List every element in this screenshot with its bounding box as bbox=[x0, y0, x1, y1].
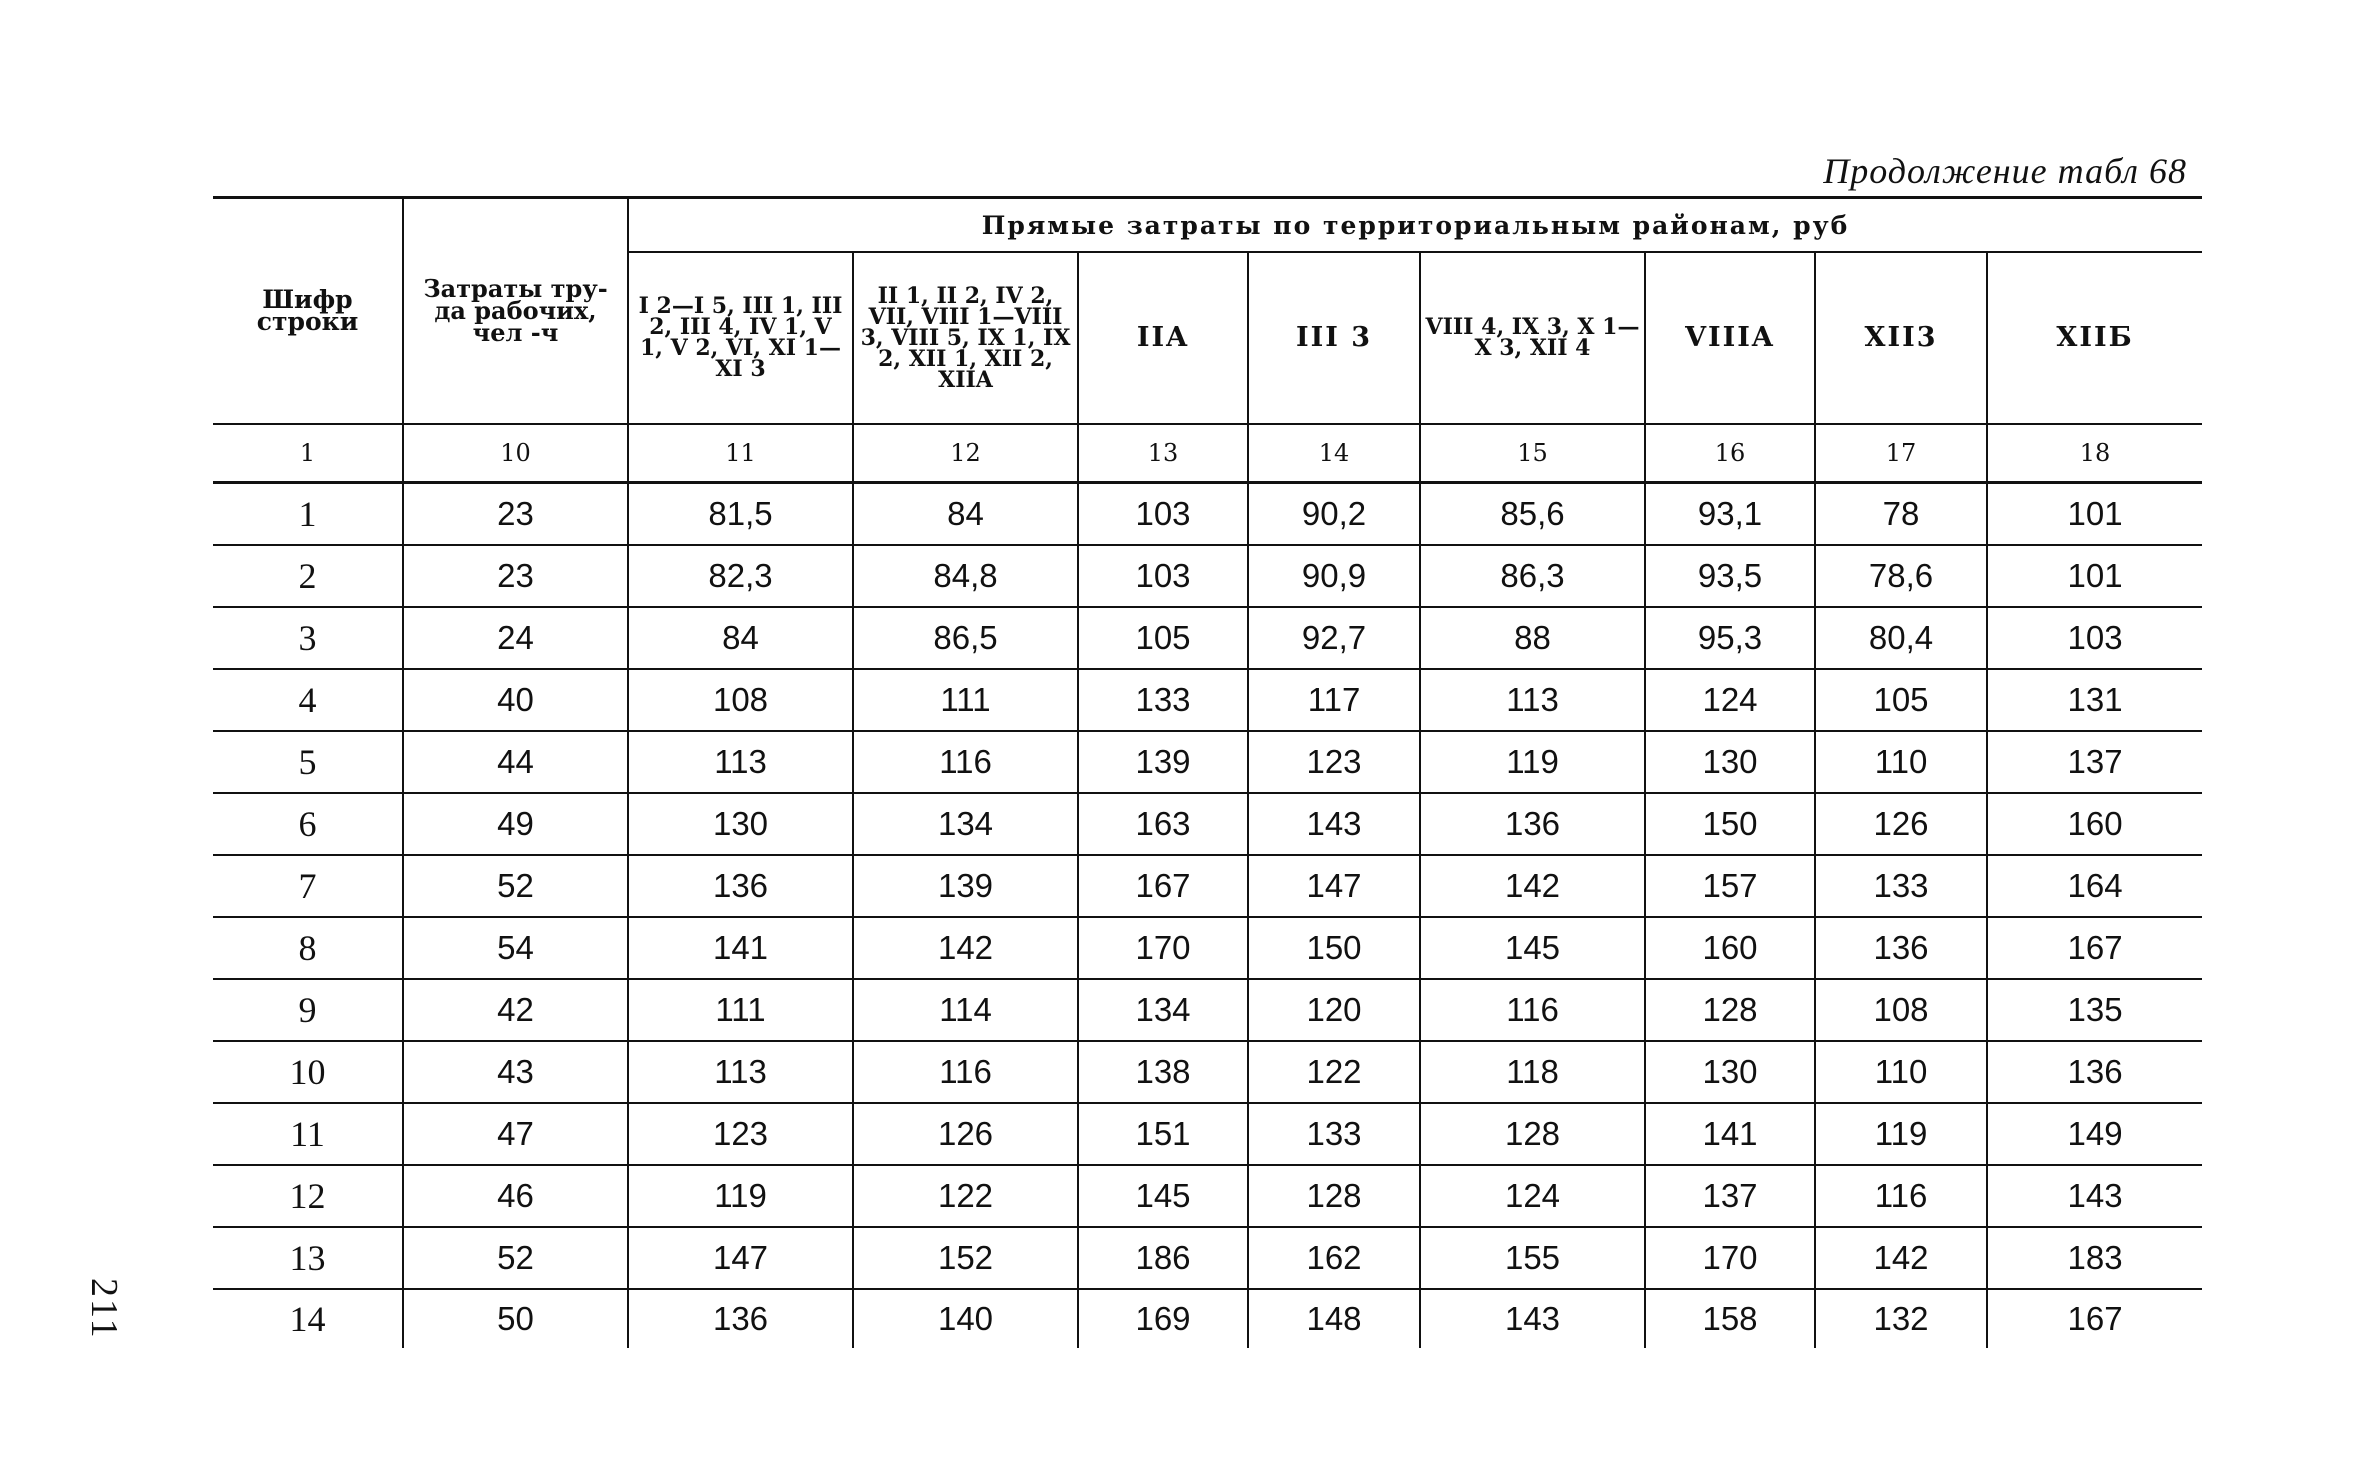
table-cell: 160 bbox=[1987, 793, 2202, 855]
table-cell: 157 bbox=[1645, 855, 1815, 917]
table-cell: 155 bbox=[1420, 1227, 1645, 1289]
table-cell: 46 bbox=[403, 1165, 628, 1227]
header-col-17: XII3 bbox=[1815, 252, 1987, 424]
table-cell: 105 bbox=[1815, 669, 1987, 731]
table-cell: 49 bbox=[403, 793, 628, 855]
column-number: 1 bbox=[213, 424, 403, 483]
row-code-cell: 8 bbox=[213, 917, 403, 979]
row-code-cell: 5 bbox=[213, 731, 403, 793]
table-cell: 84 bbox=[628, 607, 853, 669]
table-cell: 147 bbox=[1248, 855, 1420, 917]
column-number: 13 bbox=[1078, 424, 1248, 483]
table-cell: 122 bbox=[1248, 1041, 1420, 1103]
table-cell: 160 bbox=[1645, 917, 1815, 979]
table-cell: 136 bbox=[1815, 917, 1987, 979]
table-cell: 149 bbox=[1987, 1103, 2202, 1165]
column-number: 18 bbox=[1987, 424, 2202, 483]
column-number: 10 bbox=[403, 424, 628, 483]
table-cell: 116 bbox=[853, 731, 1078, 793]
table-cell: 130 bbox=[628, 793, 853, 855]
table-cell: 120 bbox=[1248, 979, 1420, 1041]
table-cell: 145 bbox=[1420, 917, 1645, 979]
header-col-11: I 2—I 5, III 1, III 2, III 4, IV 1, V 1, V 2, VI, XI 1—XI 3 bbox=[628, 252, 853, 424]
table-cell: 123 bbox=[1248, 731, 1420, 793]
table-cell: 52 bbox=[403, 1227, 628, 1289]
table-cell: 111 bbox=[853, 669, 1078, 731]
table-row bbox=[213, 731, 2202, 793]
row-code-cell: 13 bbox=[213, 1227, 403, 1289]
table-cell: 116 bbox=[1420, 979, 1645, 1041]
table-cell: 123 bbox=[628, 1103, 853, 1165]
table-cell: 116 bbox=[853, 1041, 1078, 1103]
row-code-cell: 2 bbox=[213, 545, 403, 607]
table-cell: 113 bbox=[1420, 669, 1645, 731]
table-cell: 139 bbox=[1078, 731, 1248, 793]
row-code-cell: 10 bbox=[213, 1041, 403, 1103]
table-cell: 163 bbox=[1078, 793, 1248, 855]
data-table-container bbox=[213, 196, 2202, 1348]
table-cell: 162 bbox=[1248, 1227, 1420, 1289]
column-number-row bbox=[213, 424, 2202, 483]
table-cell: 103 bbox=[1078, 483, 1248, 546]
table-cell: 103 bbox=[1078, 545, 1248, 607]
table-row bbox=[213, 1289, 2202, 1348]
table-cell: 141 bbox=[1645, 1103, 1815, 1165]
row-code-cell: 11 bbox=[213, 1103, 403, 1165]
header-group-direct-costs: Прямые затраты по территориальным районам, руб bbox=[628, 198, 2202, 253]
table-body bbox=[213, 483, 2202, 1349]
table-cell: 134 bbox=[1078, 979, 1248, 1041]
table-cell: 164 bbox=[1987, 855, 2202, 917]
table-cell: 105 bbox=[1078, 607, 1248, 669]
column-number: 17 bbox=[1815, 424, 1987, 483]
column-number: 11 bbox=[628, 424, 853, 483]
table-cell: 124 bbox=[1420, 1165, 1645, 1227]
header-col-14: III 3 bbox=[1248, 252, 1420, 424]
table-cell: 143 bbox=[1420, 1289, 1645, 1348]
row-code-cell: 4 bbox=[213, 669, 403, 731]
header-labor: Затраты тру-да рабочих, чел -ч bbox=[403, 198, 628, 425]
table-cell: 90,2 bbox=[1248, 483, 1420, 546]
table-cell: 101 bbox=[1987, 545, 2202, 607]
table-cell: 119 bbox=[1815, 1103, 1987, 1165]
header-col-13: IIA bbox=[1078, 252, 1248, 424]
row-code-cell: 9 bbox=[213, 979, 403, 1041]
table-cell: 128 bbox=[1248, 1165, 1420, 1227]
table-cell: 108 bbox=[1815, 979, 1987, 1041]
table-cell: 116 bbox=[1815, 1165, 1987, 1227]
table-cell: 150 bbox=[1645, 793, 1815, 855]
table-row bbox=[213, 793, 2202, 855]
table-cell: 140 bbox=[853, 1289, 1078, 1348]
column-number: 14 bbox=[1248, 424, 1420, 483]
table-cell: 126 bbox=[1815, 793, 1987, 855]
table-cell: 122 bbox=[853, 1165, 1078, 1227]
table-cell: 147 bbox=[628, 1227, 853, 1289]
table-cell: 142 bbox=[853, 917, 1078, 979]
table-cell: 138 bbox=[1078, 1041, 1248, 1103]
header-col-12: II 1, II 2, IV 2, VII, VIII 1—VIII 3, VIII 5, IX 1, IX 2, XII 1, XII 2, XIIA bbox=[853, 252, 1078, 424]
table-cell: 92,7 bbox=[1248, 607, 1420, 669]
table-cell: 158 bbox=[1645, 1289, 1815, 1348]
table-cell: 110 bbox=[1815, 1041, 1987, 1103]
header-col-15: VIII 4, IX 3, X 1—X 3, XII 4 bbox=[1420, 252, 1645, 424]
table-cell: 103 bbox=[1987, 607, 2202, 669]
table-cell: 114 bbox=[853, 979, 1078, 1041]
table-row bbox=[213, 1041, 2202, 1103]
table-cell: 128 bbox=[1420, 1103, 1645, 1165]
table-row bbox=[213, 1227, 2202, 1289]
table-row bbox=[213, 917, 2202, 979]
table-cell: 169 bbox=[1078, 1289, 1248, 1348]
table-row bbox=[213, 545, 2202, 607]
table-cell: 111 bbox=[628, 979, 853, 1041]
table-cell: 133 bbox=[1248, 1103, 1420, 1165]
header-code: Шифр строки bbox=[213, 198, 403, 425]
table-cell: 23 bbox=[403, 483, 628, 546]
table-cell: 141 bbox=[628, 917, 853, 979]
column-number: 12 bbox=[853, 424, 1078, 483]
table-cell: 84 bbox=[853, 483, 1078, 546]
table-cell: 183 bbox=[1987, 1227, 2202, 1289]
table-cell: 86,5 bbox=[853, 607, 1078, 669]
table-cell: 131 bbox=[1987, 669, 2202, 731]
table-cell: 86,3 bbox=[1420, 545, 1645, 607]
table-cell: 124 bbox=[1645, 669, 1815, 731]
table-cell: 50 bbox=[403, 1289, 628, 1348]
table-cell: 186 bbox=[1078, 1227, 1248, 1289]
table-cell: 47 bbox=[403, 1103, 628, 1165]
table-cell: 136 bbox=[1987, 1041, 2202, 1103]
table-cell: 130 bbox=[1645, 1041, 1815, 1103]
row-code-cell: 7 bbox=[213, 855, 403, 917]
column-number: 15 bbox=[1420, 424, 1645, 483]
table-row bbox=[213, 1165, 2202, 1227]
table-cell: 170 bbox=[1645, 1227, 1815, 1289]
table-row bbox=[213, 855, 2202, 917]
table-cell: 136 bbox=[1420, 793, 1645, 855]
table-cell: 52 bbox=[403, 855, 628, 917]
row-code-cell: 1 bbox=[213, 483, 403, 546]
table-cell: 84,8 bbox=[853, 545, 1078, 607]
table-cell: 137 bbox=[1987, 731, 2202, 793]
table-cell: 44 bbox=[403, 731, 628, 793]
table-cell: 130 bbox=[1645, 731, 1815, 793]
table-cell: 117 bbox=[1248, 669, 1420, 731]
table-cell: 132 bbox=[1815, 1289, 1987, 1348]
table-cell: 134 bbox=[853, 793, 1078, 855]
table-row bbox=[213, 1103, 2202, 1165]
row-code-cell: 12 bbox=[213, 1165, 403, 1227]
row-code-cell: 14 bbox=[289, 1299, 326, 1339]
table-cell: 167 bbox=[1078, 855, 1248, 917]
table-cell: 43 bbox=[403, 1041, 628, 1103]
table-cell: 80,4 bbox=[1815, 607, 1987, 669]
row-code-cell: 3 bbox=[213, 607, 403, 669]
table-cell: 135 bbox=[1987, 979, 2202, 1041]
header-col-16: VIIIA bbox=[1645, 252, 1815, 424]
table-cell: 119 bbox=[1420, 731, 1645, 793]
table-cell: 137 bbox=[1645, 1165, 1815, 1227]
table-cell: 93,1 bbox=[1645, 483, 1815, 546]
table-cell: 151 bbox=[1078, 1103, 1248, 1165]
table-cell: 23 bbox=[403, 545, 628, 607]
table-cell: 95,3 bbox=[1645, 607, 1815, 669]
table-cell: 150 bbox=[1248, 917, 1420, 979]
table-cell: 136 bbox=[628, 1289, 853, 1348]
table-cell: 24 bbox=[403, 607, 628, 669]
header-col-18: XIIБ bbox=[1987, 252, 2202, 424]
table-cell: 167 bbox=[1987, 917, 2202, 979]
row-code-cell: 6 bbox=[213, 793, 403, 855]
data-table bbox=[213, 196, 2202, 1348]
column-number: 16 bbox=[1645, 424, 1815, 483]
table-cell: 93,5 bbox=[1645, 545, 1815, 607]
table-cell: 148 bbox=[1248, 1289, 1420, 1348]
table-cell: 133 bbox=[1078, 669, 1248, 731]
table-cell: 110 bbox=[1815, 731, 1987, 793]
page-number: 211 bbox=[83, 1278, 125, 1340]
table-cell: 136 bbox=[628, 855, 853, 917]
table-cell: 119 bbox=[628, 1165, 853, 1227]
table-cell: 40 bbox=[403, 669, 628, 731]
table-cell: 143 bbox=[1248, 793, 1420, 855]
table-cell: 88 bbox=[1420, 607, 1645, 669]
table-cell: 108 bbox=[628, 669, 853, 731]
table-cell: 81,5 bbox=[628, 483, 853, 546]
table-cell: 126 bbox=[853, 1103, 1078, 1165]
table-row bbox=[213, 483, 2202, 546]
table-cell: 118 bbox=[1420, 1041, 1645, 1103]
table-row bbox=[213, 669, 2202, 731]
table-cell: 85,6 bbox=[1420, 483, 1645, 546]
table-cell: 143 bbox=[1987, 1165, 2202, 1227]
table-cell: 113 bbox=[628, 1041, 853, 1103]
table-cell: 128 bbox=[1645, 979, 1815, 1041]
table-cell: 113 bbox=[628, 731, 853, 793]
table-cell: 142 bbox=[1420, 855, 1645, 917]
table-cell: 42 bbox=[403, 979, 628, 1041]
table-cell: 170 bbox=[1078, 917, 1248, 979]
table-cell: 54 bbox=[403, 917, 628, 979]
table-row bbox=[213, 979, 2202, 1041]
table-cell: 82,3 bbox=[628, 545, 853, 607]
table-row bbox=[213, 607, 2202, 669]
table-cell: 90,9 bbox=[1248, 545, 1420, 607]
table-cell: 78,6 bbox=[1815, 545, 1987, 607]
table-cell: 167 bbox=[1987, 1289, 2202, 1348]
table-cell: 78 bbox=[1815, 483, 1987, 546]
table-cell: 139 bbox=[853, 855, 1078, 917]
table-cell: 145 bbox=[1078, 1165, 1248, 1227]
table-cell: 152 bbox=[853, 1227, 1078, 1289]
table-caption: Продолжение табл 68 bbox=[1823, 151, 2187, 191]
table-cell: 142 bbox=[1815, 1227, 1987, 1289]
table-cell: 101 bbox=[1987, 483, 2202, 546]
table-cell: 133 bbox=[1815, 855, 1987, 917]
